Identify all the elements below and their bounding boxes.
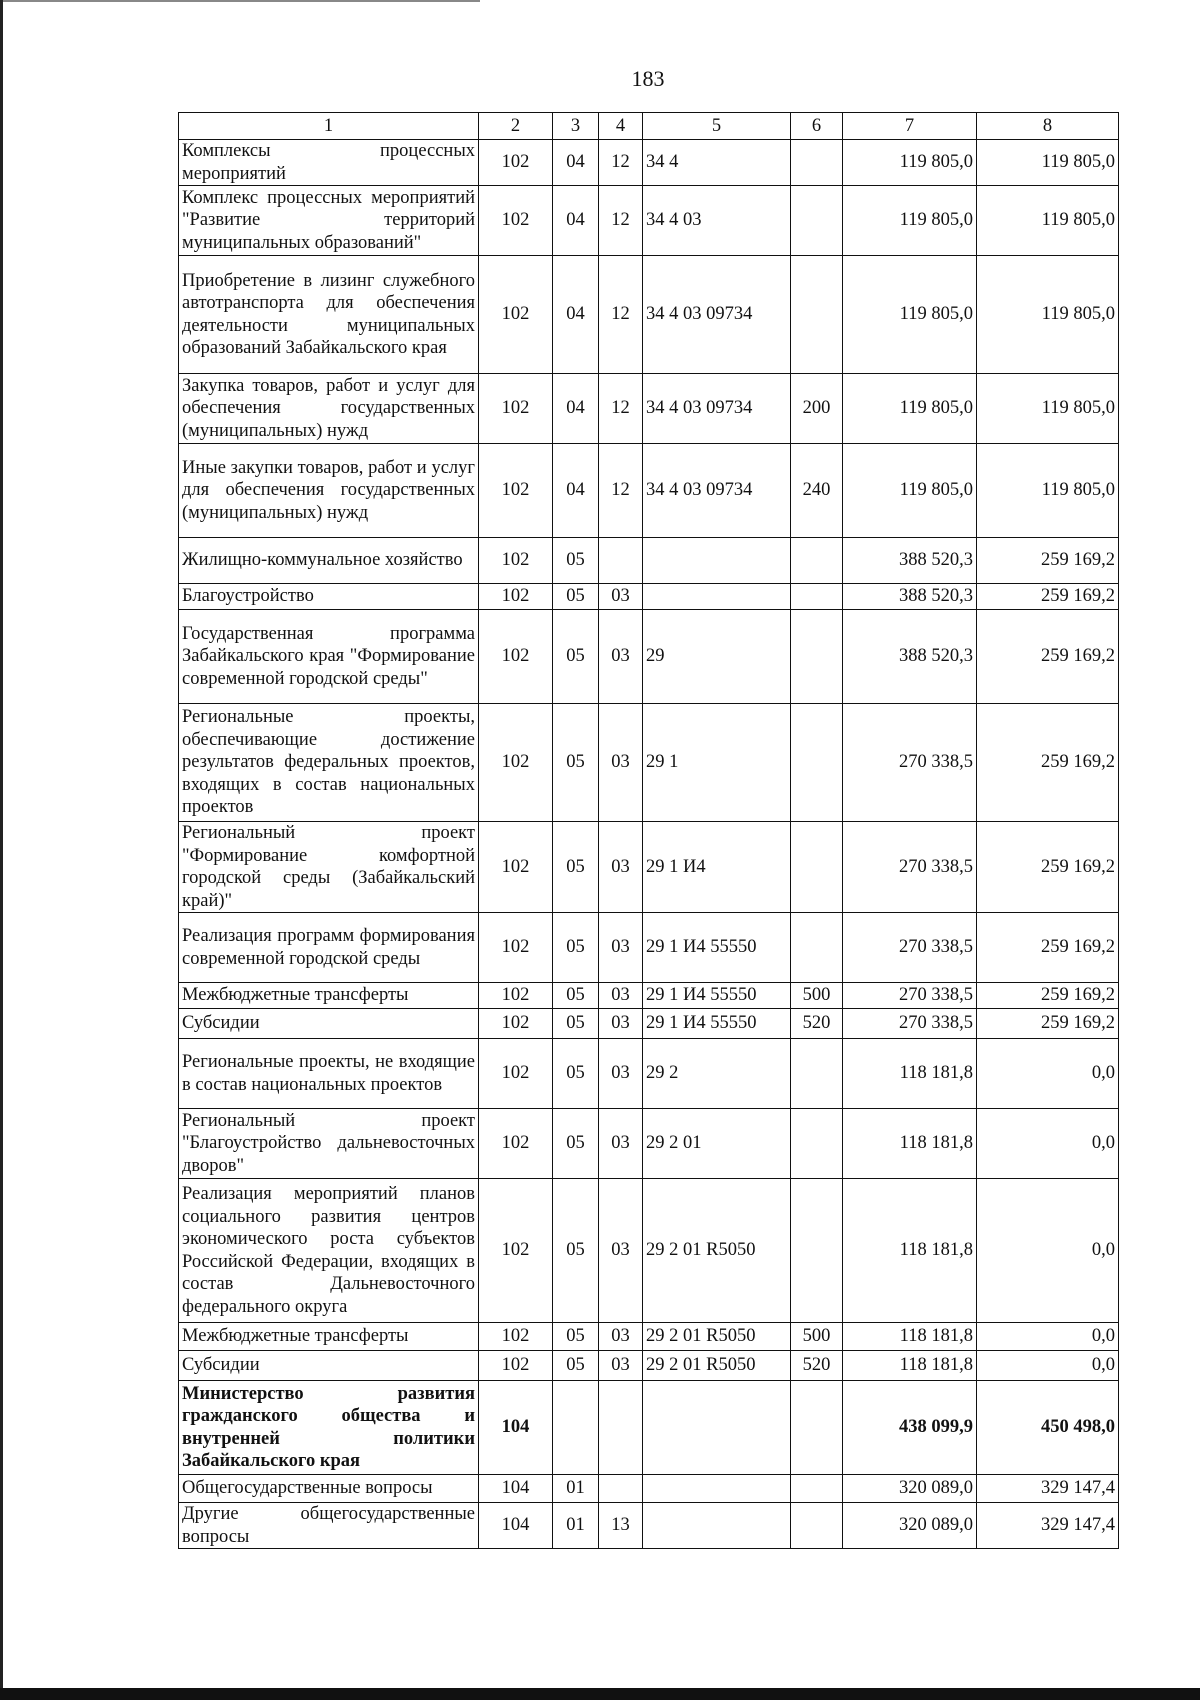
- target-article-cell: [643, 538, 791, 584]
- target-article-cell: 29 1: [643, 704, 791, 822]
- target-article-cell: 29 1 И4 55550: [643, 1009, 791, 1039]
- grbs-code-cell: 102: [479, 584, 553, 610]
- expense-type-cell: [791, 1109, 843, 1179]
- expense-type-cell: [791, 1179, 843, 1323]
- amount-year1-cell: 388 520,3: [843, 584, 977, 610]
- table-row: [179, 584, 1119, 610]
- subsection-code-cell: 03: [599, 704, 643, 822]
- subsection-code-cell: 12: [599, 140, 643, 186]
- target-article-cell: 34 4 03 09734: [643, 256, 791, 374]
- amount-year2-cell: 450 498,0: [977, 1381, 1119, 1475]
- grbs-code-cell: 102: [479, 374, 553, 444]
- table-row: [179, 256, 1119, 374]
- target-article-cell: [643, 584, 791, 610]
- header-cell: 8: [977, 113, 1119, 140]
- amount-year1-cell: 119 805,0: [843, 256, 977, 374]
- section-code-cell: [553, 1381, 599, 1475]
- row-name-cell: Межбюджетные трансферты: [179, 983, 479, 1009]
- amount-year1-cell: 119 805,0: [843, 140, 977, 186]
- table-row: [179, 1323, 1119, 1351]
- amount-year1-cell: 119 805,0: [843, 374, 977, 444]
- expense-type-cell: [791, 704, 843, 822]
- target-article-cell: 29: [643, 610, 791, 704]
- grbs-code-cell: 102: [479, 913, 553, 983]
- target-article-cell: 29 1 И4: [643, 822, 791, 913]
- amount-year2-cell: 119 805,0: [977, 256, 1119, 374]
- amount-year2-cell: 329 147,4: [977, 1475, 1119, 1503]
- amount-year2-cell: 259 169,2: [977, 983, 1119, 1009]
- table-row: [179, 704, 1119, 822]
- section-code-cell: 01: [553, 1503, 599, 1549]
- subsection-code-cell: 12: [599, 444, 643, 538]
- section-code-cell: 05: [553, 1323, 599, 1351]
- amount-year2-cell: 0,0: [977, 1351, 1119, 1381]
- amount-year1-cell: 118 181,8: [843, 1351, 977, 1381]
- section-code-cell: 05: [553, 983, 599, 1009]
- amount-year1-cell: 118 181,8: [843, 1179, 977, 1323]
- row-name-cell: Государственная программа Забайкальского края "Формирование современной городской среды": [179, 610, 479, 704]
- row-name-cell: Реализация программ формирования современной городской среды: [179, 913, 479, 983]
- grbs-code-cell: 104: [479, 1503, 553, 1549]
- section-code-cell: 05: [553, 913, 599, 983]
- expense-type-cell: 520: [791, 1009, 843, 1039]
- amount-year2-cell: 0,0: [977, 1109, 1119, 1179]
- row-name-cell: Региональные проекты, не входящие в состав национальных проектов: [179, 1039, 479, 1109]
- grbs-code-cell: 102: [479, 256, 553, 374]
- grbs-code-cell: 102: [479, 1323, 553, 1351]
- subsection-code-cell: 03: [599, 1009, 643, 1039]
- table-body: [179, 140, 1119, 1549]
- grbs-code-cell: 102: [479, 1039, 553, 1109]
- header-cell: 6: [791, 113, 843, 140]
- amount-year2-cell: 119 805,0: [977, 140, 1119, 186]
- grbs-code-cell: 102: [479, 538, 553, 584]
- amount-year1-cell: 270 338,5: [843, 704, 977, 822]
- header-cell: 2: [479, 113, 553, 140]
- row-name-cell: Министерство развития гражданского общества и внутренней политики Забайкальского края: [179, 1381, 479, 1475]
- expense-type-cell: 240: [791, 444, 843, 538]
- subsection-code-cell: [599, 1381, 643, 1475]
- row-name-cell: Реализация мероприятий планов социального развития центров экономического роста субъектов Российской Федерации, входящих в состав Дальневосточного федерального округа: [179, 1179, 479, 1323]
- amount-year1-cell: 438 099,9: [843, 1381, 977, 1475]
- section-code-cell: 05: [553, 1351, 599, 1381]
- grbs-code-cell: 102: [479, 1109, 553, 1179]
- amount-year1-cell: 320 089,0: [843, 1475, 977, 1503]
- page-number: 183: [631, 66, 665, 91]
- expense-type-cell: [791, 1475, 843, 1503]
- header-cell: 5: [643, 113, 791, 140]
- table-row: [179, 140, 1119, 186]
- header-row: [179, 113, 1119, 140]
- amount-year2-cell: 119 805,0: [977, 374, 1119, 444]
- row-name-cell: Комплекс процессных мероприятий "Развитие территорий муниципальных образований": [179, 186, 479, 256]
- amount-year1-cell: 119 805,0: [843, 186, 977, 256]
- expense-type-cell: [791, 538, 843, 584]
- target-article-cell: 34 4 03: [643, 186, 791, 256]
- amount-year2-cell: 0,0: [977, 1039, 1119, 1109]
- grbs-code-cell: 102: [479, 186, 553, 256]
- table-row: [179, 913, 1119, 983]
- subsection-code-cell: 12: [599, 374, 643, 444]
- amount-year1-cell: 118 181,8: [843, 1323, 977, 1351]
- expense-type-cell: [791, 822, 843, 913]
- target-article-cell: 29 2 01: [643, 1109, 791, 1179]
- expense-type-cell: [791, 1503, 843, 1549]
- grbs-code-cell: 102: [479, 140, 553, 186]
- amount-year2-cell: 259 169,2: [977, 913, 1119, 983]
- row-name-cell: Межбюджетные трансферты: [179, 1323, 479, 1351]
- header-cell: 7: [843, 113, 977, 140]
- row-name-cell: Общегосударственные вопросы: [179, 1475, 479, 1503]
- scan-edge-top: [0, 0, 480, 2]
- amount-year2-cell: 119 805,0: [977, 444, 1119, 538]
- expense-type-cell: [791, 140, 843, 186]
- grbs-code-cell: 102: [479, 822, 553, 913]
- table-row: [179, 1475, 1119, 1503]
- subsection-code-cell: 03: [599, 610, 643, 704]
- table-row: [179, 822, 1119, 913]
- amount-year2-cell: 259 169,2: [977, 1009, 1119, 1039]
- section-code-cell: 04: [553, 256, 599, 374]
- section-code-cell: 05: [553, 822, 599, 913]
- grbs-code-cell: 102: [479, 610, 553, 704]
- table-row: [179, 1179, 1119, 1323]
- expense-type-cell: [791, 1381, 843, 1475]
- header-cell: 4: [599, 113, 643, 140]
- subsection-code-cell: 03: [599, 1039, 643, 1109]
- target-article-cell: 34 4 03 09734: [643, 444, 791, 538]
- scan-edge-bottom: [0, 1688, 1200, 1700]
- grbs-code-cell: 104: [479, 1381, 553, 1475]
- target-article-cell: 29 2: [643, 1039, 791, 1109]
- expense-type-cell: [791, 584, 843, 610]
- header-cell: 3: [553, 113, 599, 140]
- subsection-code-cell: 03: [599, 1179, 643, 1323]
- table-row: [179, 1351, 1119, 1381]
- section-code-cell: 04: [553, 186, 599, 256]
- row-name-cell: Субсидии: [179, 1351, 479, 1381]
- header-cell: 1: [179, 113, 479, 140]
- expense-type-cell: [791, 186, 843, 256]
- subsection-code-cell: 13: [599, 1503, 643, 1549]
- amount-year2-cell: 259 169,2: [977, 822, 1119, 913]
- row-name-cell: Другие общегосударственные вопросы: [179, 1503, 479, 1549]
- subsection-code-cell: 03: [599, 584, 643, 610]
- grbs-code-cell: 102: [479, 1009, 553, 1039]
- target-article-cell: 34 4 03 09734: [643, 374, 791, 444]
- expense-type-cell: 200: [791, 374, 843, 444]
- expense-type-cell: 500: [791, 1323, 843, 1351]
- target-article-cell: [643, 1381, 791, 1475]
- amount-year1-cell: 118 181,8: [843, 1109, 977, 1179]
- expense-type-cell: [791, 610, 843, 704]
- row-name-cell: Региональный проект "Формирование комфортной городской среды (Забайкальский край)": [179, 822, 479, 913]
- table-row: [179, 1009, 1119, 1039]
- table-row: [179, 538, 1119, 584]
- expense-type-cell: [791, 1039, 843, 1109]
- amount-year2-cell: 0,0: [977, 1323, 1119, 1351]
- amount-year2-cell: 119 805,0: [977, 186, 1119, 256]
- target-article-cell: [643, 1475, 791, 1503]
- section-code-cell: 04: [553, 444, 599, 538]
- subsection-code-cell: [599, 538, 643, 584]
- table-row: [179, 983, 1119, 1009]
- amount-year2-cell: 259 169,2: [977, 584, 1119, 610]
- table-row: [179, 374, 1119, 444]
- expense-type-cell: 500: [791, 983, 843, 1009]
- amount-year1-cell: 320 089,0: [843, 1503, 977, 1549]
- subsection-code-cell: 03: [599, 983, 643, 1009]
- expense-type-cell: [791, 913, 843, 983]
- amount-year2-cell: 259 169,2: [977, 704, 1119, 822]
- amount-year1-cell: 270 338,5: [843, 913, 977, 983]
- row-name-cell: Закупка товаров, работ и услуг для обеспечения государственных (муниципальных) нужд: [179, 374, 479, 444]
- grbs-code-cell: 102: [479, 983, 553, 1009]
- section-code-cell: 01: [553, 1475, 599, 1503]
- grbs-code-cell: 102: [479, 1179, 553, 1323]
- target-article-cell: [643, 1503, 791, 1549]
- grbs-code-cell: 102: [479, 1351, 553, 1381]
- row-name-cell: Жилищно-коммунальное хозяйство: [179, 538, 479, 584]
- section-code-cell: 04: [553, 374, 599, 444]
- row-name-cell: Иные закупки товаров, работ и услуг для обеспечения государственных (муниципальных) нужд: [179, 444, 479, 538]
- scan-edge-left: [0, 0, 3, 1700]
- target-article-cell: 29 2 01 R5050: [643, 1351, 791, 1381]
- subsection-code-cell: 12: [599, 256, 643, 374]
- table-row: [179, 1039, 1119, 1109]
- amount-year2-cell: 329 147,4: [977, 1503, 1119, 1549]
- target-article-cell: 29 2 01 R5050: [643, 1323, 791, 1351]
- target-article-cell: 29 1 И4 55550: [643, 983, 791, 1009]
- table-row: [179, 1109, 1119, 1179]
- subsection-code-cell: 03: [599, 1323, 643, 1351]
- row-name-cell: Благоустройство: [179, 584, 479, 610]
- subsection-code-cell: 03: [599, 913, 643, 983]
- amount-year1-cell: 388 520,3: [843, 610, 977, 704]
- subsection-code-cell: 03: [599, 1109, 643, 1179]
- amount-year1-cell: 388 520,3: [843, 538, 977, 584]
- row-name-cell: Региональные проекты, обеспечивающие достижение результатов федеральных проектов, входящих в состав национальных проектов: [179, 704, 479, 822]
- amount-year1-cell: 270 338,5: [843, 822, 977, 913]
- amount-year1-cell: 270 338,5: [843, 1009, 977, 1039]
- amount-year2-cell: 259 169,2: [977, 538, 1119, 584]
- section-code-cell: 05: [553, 1039, 599, 1109]
- section-code-cell: 05: [553, 1009, 599, 1039]
- section-code-cell: 04: [553, 140, 599, 186]
- table-row: [179, 186, 1119, 256]
- row-name-cell: Комплексы процессных мероприятий: [179, 140, 479, 186]
- section-code-cell: 05: [553, 1109, 599, 1179]
- row-name-cell: Приобретение в лизинг служебного автотранспорта для обеспечения деятельности муниципальных образований Забайкальского края: [179, 256, 479, 374]
- row-name-cell: Субсидии: [179, 1009, 479, 1039]
- amount-year1-cell: 118 181,8: [843, 1039, 977, 1109]
- table-row: [179, 610, 1119, 704]
- grbs-code-cell: 102: [479, 444, 553, 538]
- section-code-cell: 05: [553, 538, 599, 584]
- section-code-cell: 05: [553, 704, 599, 822]
- target-article-cell: 29 1 И4 55550: [643, 913, 791, 983]
- expense-type-cell: 520: [791, 1351, 843, 1381]
- budget-table: [178, 112, 1119, 1549]
- amount-year1-cell: 119 805,0: [843, 444, 977, 538]
- grbs-code-cell: 104: [479, 1475, 553, 1503]
- amount-year1-cell: 270 338,5: [843, 983, 977, 1009]
- subsection-code-cell: [599, 1475, 643, 1503]
- subsection-code-cell: 12: [599, 186, 643, 256]
- section-code-cell: 05: [553, 610, 599, 704]
- table-row: [179, 1503, 1119, 1549]
- expense-type-cell: [791, 256, 843, 374]
- amount-year2-cell: 0,0: [977, 1179, 1119, 1323]
- table-row: [179, 1381, 1119, 1475]
- section-code-cell: 05: [553, 1179, 599, 1323]
- subsection-code-cell: 03: [599, 1351, 643, 1381]
- subsection-code-cell: 03: [599, 822, 643, 913]
- row-name-cell: Региональный проект "Благоустройство дальневосточных дворов": [179, 1109, 479, 1179]
- section-code-cell: 05: [553, 584, 599, 610]
- amount-year2-cell: 259 169,2: [977, 610, 1119, 704]
- table-row: [179, 444, 1119, 538]
- target-article-cell: 34 4: [643, 140, 791, 186]
- target-article-cell: 29 2 01 R5050: [643, 1179, 791, 1323]
- grbs-code-cell: 102: [479, 704, 553, 822]
